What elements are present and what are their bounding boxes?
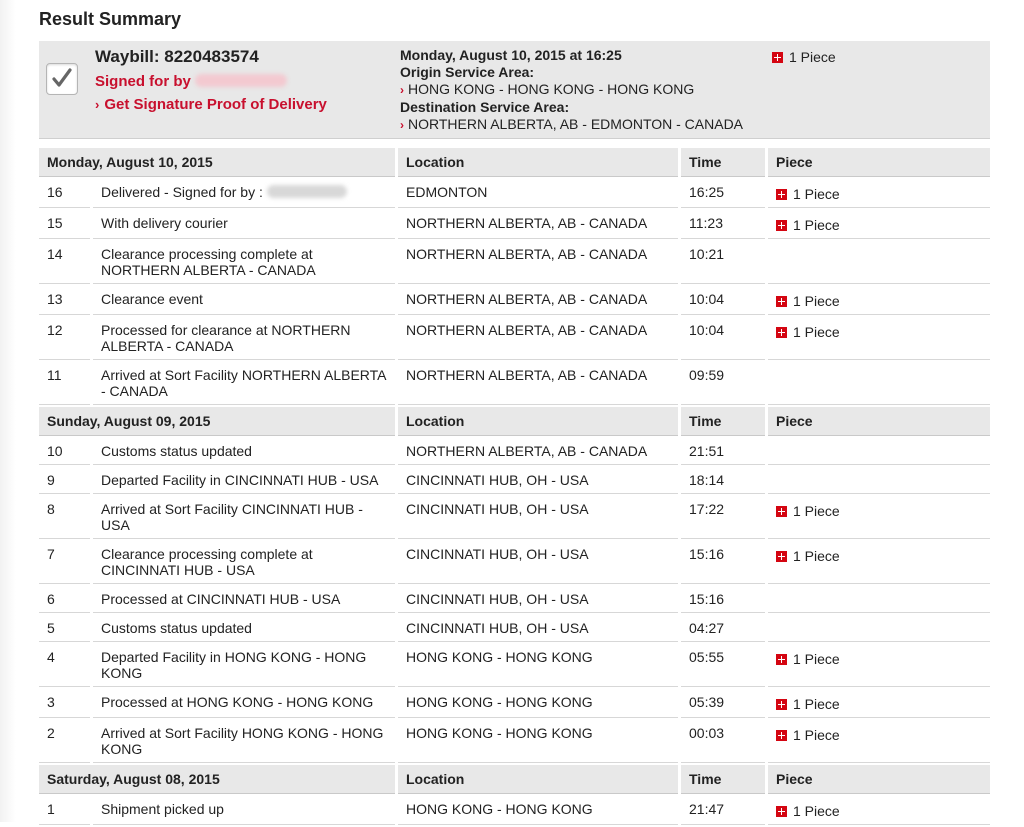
event-location: CINCINNATI HUB, OH - USA [398,467,678,494]
event-location: EDMONTON [398,179,678,208]
column-header-time: Time [681,407,765,436]
event-description-text: Processed at CINCINNATI HUB - USA [101,591,341,607]
event-row [39,689,990,718]
chevron-right-icon: › [400,83,404,97]
event-time: 21:47 [681,796,765,825]
event-description [93,179,395,208]
event-location: CINCINNATI HUB, OH - USA [398,541,678,584]
event-time: 10:04 [681,317,765,360]
event-description-text: Clearance processing complete at CINCINNATI HUB - USA [101,546,313,578]
event-location: CINCINNATI HUB, OH - USA [398,586,678,613]
event-piece[interactable] [768,541,990,584]
event-row [39,438,990,465]
event-time: 18:14 [681,467,765,494]
page-edge-shadow [0,0,16,822]
event-time: 00:03 [681,720,765,763]
event-time: 11:23 [681,210,765,239]
day-header-row [39,148,990,177]
event-description [93,438,395,465]
event-description [93,467,395,494]
event-piece-label: 1 Piece [793,803,840,819]
event-piece [768,438,990,465]
event-location: NORTHERN ALBERTA, AB - CANADA [398,241,678,284]
event-piece[interactable] [768,720,990,763]
chevron-right-icon: › [95,97,100,112]
event-description [93,720,395,763]
event-time: 10:04 [681,286,765,315]
event-number: 8 [39,496,90,539]
event-description [93,644,395,687]
summary-piece-label: 1 Piece [789,49,836,65]
event-number: 12 [39,317,90,360]
event-description [93,317,395,360]
delivered-checkbox [46,63,78,95]
event-row [39,179,990,208]
event-piece [768,467,990,494]
delivery-datetime: Monday, August 10, 2015 at 16:25 [400,47,622,63]
event-number: 9 [39,467,90,494]
event-description-text: Arrived at Sort Facility CINCINNATI HUB - USA [101,501,363,533]
event-piece[interactable] [768,496,990,539]
event-row [39,541,990,584]
column-header-piece: Piece [768,407,990,436]
event-row [39,467,990,494]
event-number: 16 [39,179,90,208]
event-description [93,210,395,239]
event-time: 15:16 [681,586,765,613]
expand-plus-icon[interactable] [776,730,787,741]
signed-for-by-label: Signed for by [95,73,191,90]
expand-plus-icon[interactable] [776,220,787,231]
event-location: HONG KONG - HONG KONG [398,796,678,825]
column-header-piece: Piece [768,765,990,794]
event-piece[interactable] [768,286,990,315]
event-row [39,362,990,405]
event-description-text: Processed at HONG KONG - HONG KONG [101,694,374,710]
day-header-row [39,407,990,436]
checkmark-icon [51,67,73,89]
event-number: 10 [39,438,90,465]
event-piece-label: 1 Piece [793,651,840,667]
expand-plus-icon[interactable] [776,296,787,307]
event-row [39,286,990,315]
service-area-info [400,47,743,134]
event-description-text: Clearance processing complete at NORTHERN ALBERTA - CANADA [101,246,316,278]
event-piece-label: 1 Piece [793,186,840,202]
event-piece[interactable] [768,179,990,208]
event-row [39,210,990,239]
event-row [39,586,990,613]
tracking-events-table [36,146,993,827]
event-description [93,615,395,642]
event-piece[interactable] [768,644,990,687]
event-description [93,241,395,284]
day-header-row [39,765,990,794]
event-row [39,644,990,687]
expand-plus-icon[interactable] [776,506,787,517]
event-description [93,286,395,315]
page-title: Result Summary [39,9,182,29]
event-description [93,362,395,405]
event-location: HONG KONG - HONG KONG [398,644,678,687]
event-row [39,796,990,825]
event-time: 05:55 [681,644,765,687]
expand-plus-icon[interactable] [772,52,783,63]
redacted-signer-name [195,74,287,87]
event-row [39,317,990,360]
event-number: 15 [39,210,90,239]
event-description-text: Customs status updated [101,443,252,459]
origin-value: HONG KONG - HONG KONG - HONG KONG [408,81,695,97]
expand-plus-icon[interactable] [776,654,787,665]
day-date: Monday, August 10, 2015 [39,148,395,177]
event-time: 16:25 [681,179,765,208]
event-description-text: Clearance event [101,291,203,307]
event-piece-label: 1 Piece [793,696,840,712]
event-piece-label: 1 Piece [793,503,840,519]
event-number: 14 [39,241,90,284]
event-piece-label: 1 Piece [793,324,840,340]
column-header-location: Location [398,407,678,436]
event-location: NORTHERN ALBERTA, AB - CANADA [398,210,678,239]
event-time: 21:51 [681,438,765,465]
event-location: CINCINNATI HUB, OH - USA [398,496,678,539]
event-description [93,689,395,718]
destination-value: NORTHERN ALBERTA, AB - EDMONTON - CANADA [408,116,744,132]
event-description-text: Customs status updated [101,620,252,636]
event-number: 5 [39,615,90,642]
event-time: 05:39 [681,689,765,718]
event-piece[interactable] [768,796,990,825]
event-piece [768,586,990,613]
event-number: 11 [39,362,90,405]
event-location: NORTHERN ALBERTA, AB - CANADA [398,438,678,465]
event-number: 6 [39,586,90,613]
event-row [39,241,990,284]
event-piece-label: 1 Piece [793,727,840,743]
result-summary-panel [39,41,990,139]
event-row [39,615,990,642]
event-description-text: Shipment picked up [101,801,224,817]
expand-plus-icon[interactable] [776,806,787,817]
expand-plus-icon[interactable] [776,699,787,710]
event-piece[interactable] [768,210,990,239]
destination-label: Destination Service Area: [400,99,570,115]
event-description-text: Delivered - Signed for by : [101,184,263,200]
chevron-right-icon: › [400,118,404,132]
event-time: 04:27 [681,615,765,642]
event-number: 2 [39,720,90,763]
event-location: NORTHERN ALBERTA, AB - CANADA [398,362,678,405]
event-piece[interactable] [768,689,990,718]
event-description [93,496,395,539]
event-description [93,586,395,613]
column-header-piece: Piece [768,148,990,177]
event-number: 1 [39,796,90,825]
event-number: 13 [39,286,90,315]
event-piece [768,362,990,405]
expand-plus-icon[interactable] [776,551,787,562]
event-description [93,796,395,825]
event-piece-label: 1 Piece [793,293,840,309]
event-description-text: Arrived at Sort Facility NORTHERN ALBERTA - CANADA [101,367,386,399]
event-number: 4 [39,644,90,687]
event-time: 17:22 [681,496,765,539]
event-time: 15:16 [681,541,765,584]
event-location: NORTHERN ALBERTA, AB - CANADA [398,317,678,360]
event-number: 3 [39,689,90,718]
event-description-text: Departed Facility in HONG KONG - HONG KONG [101,649,367,681]
event-description-text: With delivery courier [101,215,228,231]
redacted-signer-name [267,185,347,198]
waybill-number: Waybill: 8220483574 [95,47,259,66]
event-location: NORTHERN ALBERTA, AB - CANADA [398,286,678,315]
event-row [39,720,990,763]
column-header-time: Time [681,765,765,794]
event-piece[interactable] [768,317,990,360]
signature-proof-link[interactable] [95,96,327,113]
event-location: HONG KONG - HONG KONG [398,689,678,718]
day-date: Saturday, August 08, 2015 [39,765,395,794]
event-location: HONG KONG - HONG KONG [398,720,678,763]
origin-label: Origin Service Area: [400,64,535,80]
expand-plus-icon[interactable] [776,327,787,338]
event-piece-label: 1 Piece [793,548,840,564]
event-time: 10:21 [681,241,765,284]
summary-piece-toggle[interactable] [772,49,836,65]
event-time: 09:59 [681,362,765,405]
column-header-location: Location [398,765,678,794]
event-description-text: Arrived at Sort Facility HONG KONG - HONG KONG [101,725,384,757]
column-header-location: Location [398,148,678,177]
event-location: CINCINNATI HUB, OH - USA [398,615,678,642]
event-piece-label: 1 Piece [793,217,840,233]
event-description-text: Departed Facility in CINCINNATI HUB - USA [101,472,379,488]
event-piece [768,615,990,642]
event-row [39,496,990,539]
expand-plus-icon[interactable] [776,189,787,200]
signature-proof-link-label: Get Signature Proof of Delivery [104,96,327,113]
column-header-time: Time [681,148,765,177]
signed-for-by [95,73,287,90]
day-date: Sunday, August 09, 2015 [39,407,395,436]
event-piece [768,241,990,284]
event-description [93,541,395,584]
event-number: 7 [39,541,90,584]
event-description-text: Processed for clearance at NORTHERN ALBERTA - CANADA [101,322,351,354]
